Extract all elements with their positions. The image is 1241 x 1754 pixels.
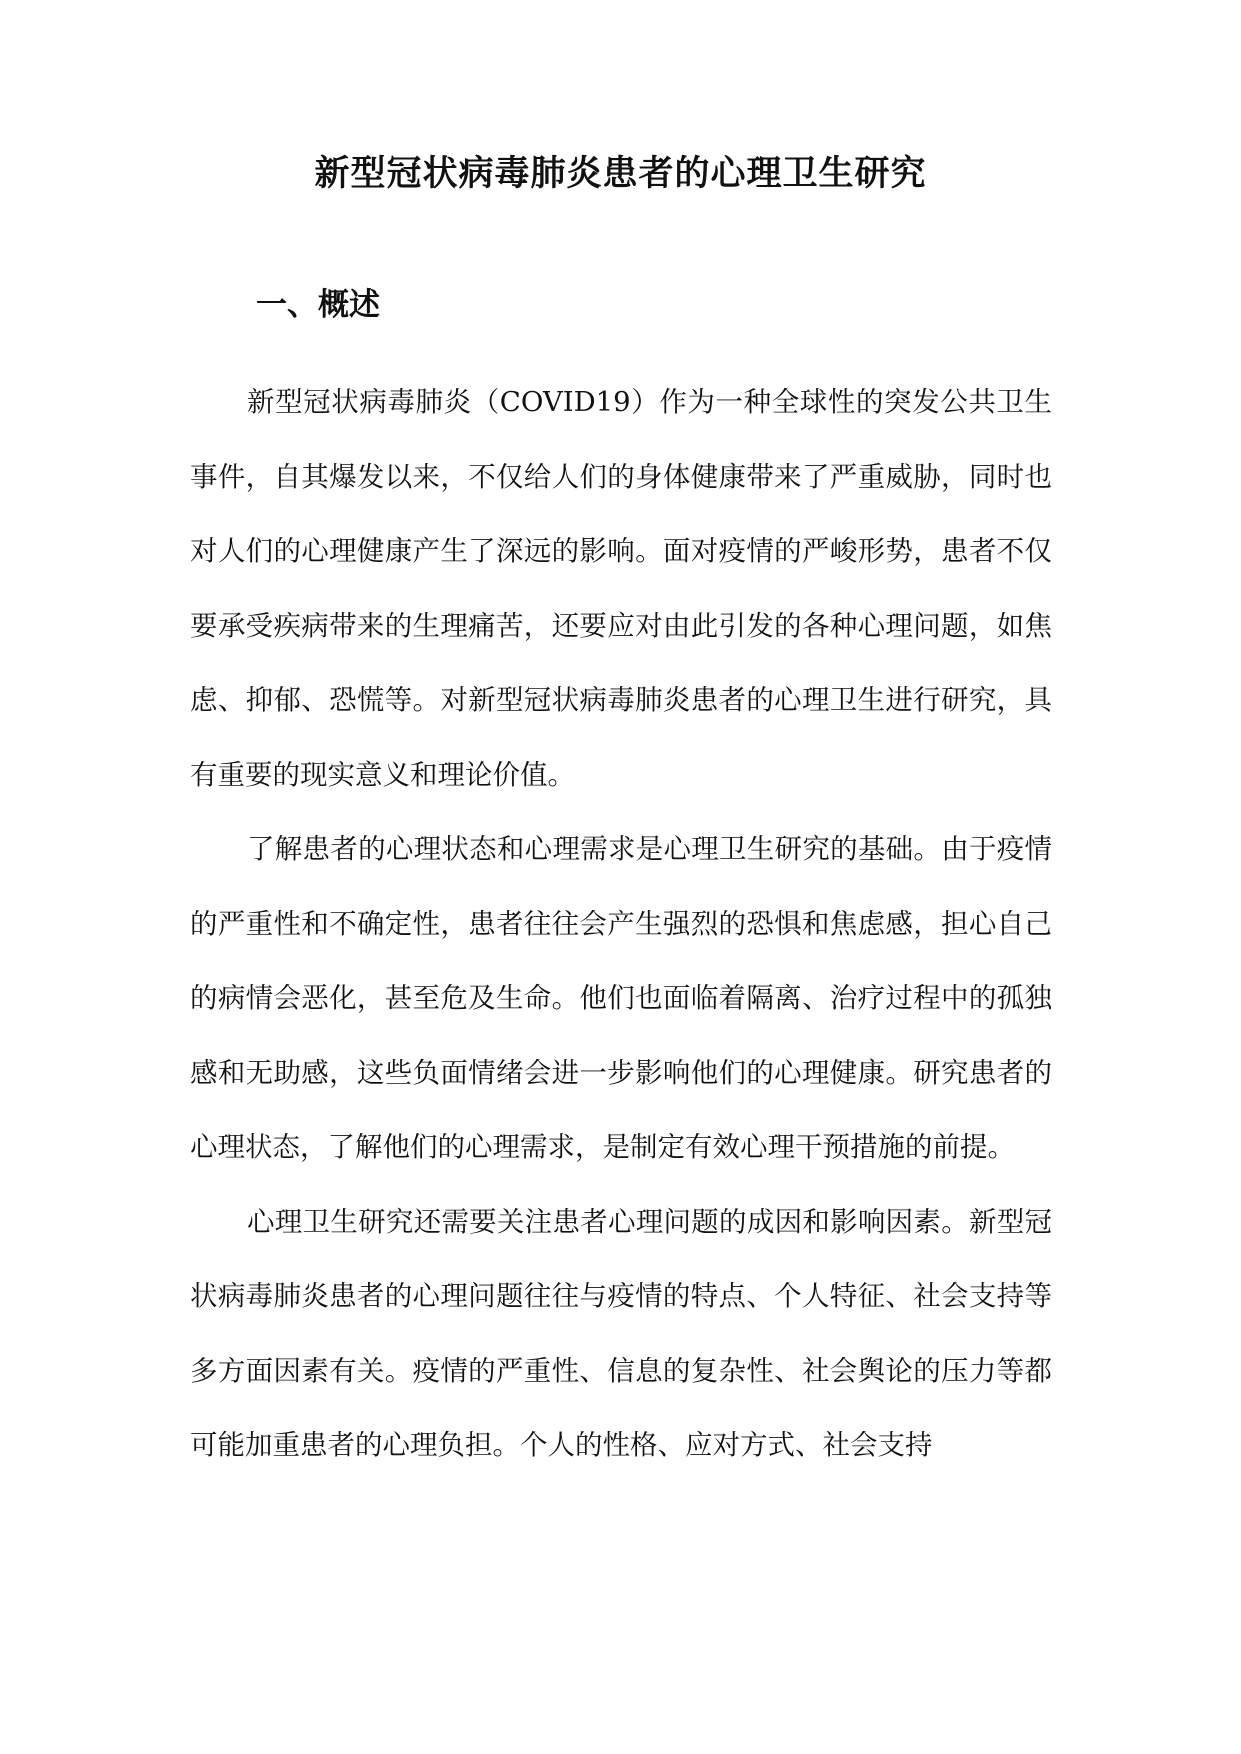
body-text	[190, 365, 1052, 1483]
paragraph-3: 心理卫生研究还需要关注患者心理问题的成因和影响因素。新型冠状病毒肺炎患者的心理问题往往与疫情的特点、个人特征、社会支持等多方面因素有关。疫情的严重性、信息的复杂性、社会舆论的压力等都可能加重患者的心理负担。个人的性格、应对方式、社会支持	[190, 1205, 1052, 1461]
paragraph-1: 新型冠状病毒肺炎（COVID19）作为一种全球性的突发公共卫生事件，自其爆发以来，不仅给人们的身体健康带来了严重威胁，同时也对人们的心理健康产生了深远的影响。面对疫情的严峻形势，患者不仅要承受疾病带来的生理痛苦，还要应对由此引发的各种心理问题，如焦虑、抑郁、恐慌等。对新型冠状病毒肺炎患者的心理卫生进行研究，具有重要的现实意义和理论价值。	[190, 386, 1052, 791]
section-heading: 一、概述	[256, 287, 380, 323]
paragraph-2: 了解患者的心理状态和心理需求是心理卫生研究的基础。由于疫情的严重性和不确定性，患者往往会产生强烈的恐惧和焦虑感，担心自己的病情会恶化，甚至危及生命。他们也面临着隔离、治疗过程中的孤独感和无助感，这些负面情绪会进一步影响他们的心理健康。研究患者的心理状态，了解他们的心理需求，是制定有效心理干预措施的前提。	[190, 833, 1052, 1163]
document-title: 新型冠状病毒肺炎患者的心理卫生研究	[314, 153, 927, 194]
